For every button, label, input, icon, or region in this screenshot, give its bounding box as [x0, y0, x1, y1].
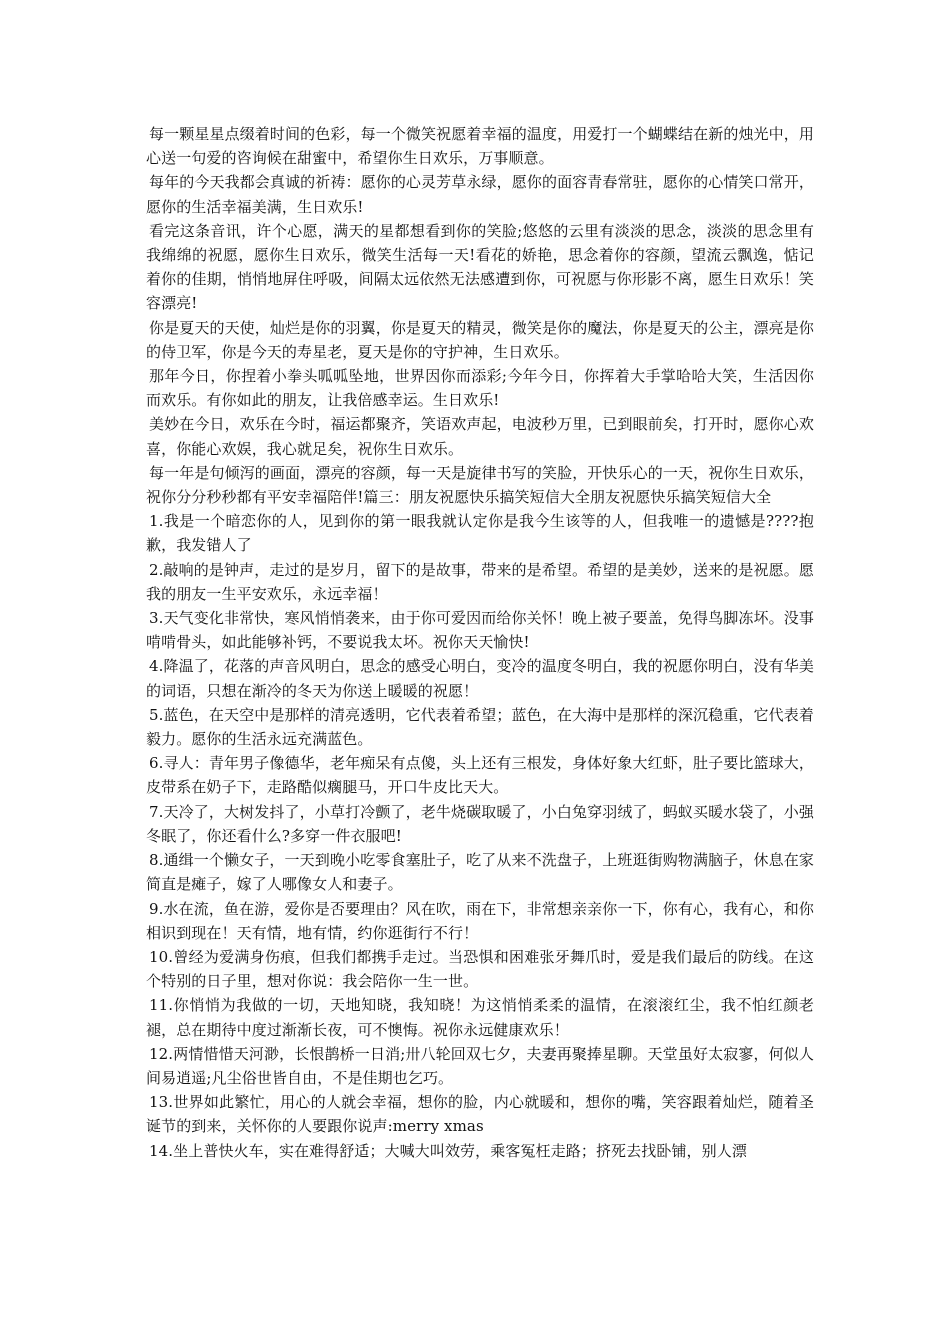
list-item: 2.敲响的是钟声，走过的是岁月，留下的是故事，带来的是希望。希望的是美妙，送来的是祝愿。愿我的朋友一生平安欢乐，永远幸福！ — [146, 560, 814, 603]
paragraph: 看完这条音讯，许个心愿，满天的星都想看到你的笑脸;悠悠的云里有淡淡的思念，淡淡的思念里有我绵绵的祝愿，愿你生日欢乐，微笑生活每一天!看花的娇艳，思念着你的容颜，望流云飘逸，惦记着你的佳期，悄悄地屏住呼吸，间隔太远依然无法感遭到你，可祝愿与你形影不离，愿生日欢乐！笑容漂亮! — [146, 221, 814, 313]
paragraph: 每年的今天我都会真诚的祈祷：愿你的心灵芳草永绿，愿你的面容青春常驻，愿你的心情笑口常开，愿你的生活幸福美满，生日欢乐! — [146, 173, 814, 216]
list-item: 12.两情惜惜天河渺，长恨鹊桥一日消;卅八轮回双七夕，夫妻再聚捧星聊。天堂虽好太寂寥，何似人间易逍遥;凡尘俗世皆自由，不是佳期也乞巧。 — [146, 1044, 814, 1087]
list-item: 13.世界如此繁忙，用心的人就会幸福，想你的脸，内心就暖和，想你的嘴，笑容跟着灿烂，随着圣诞节的到来，关怀你的人要跟你说声:merry xmas — [146, 1093, 814, 1136]
paragraph: 你是夏天的天使，灿烂是你的羽翼，你是夏天的精灵，微笑是你的魔法，你是夏天的公主，漂亮是你的侍卫军，你是今天的寿星老，夏天是你的守护神，生日欢乐。 — [146, 318, 814, 361]
list-item: 10.曾经为爱满身伤痕，但我们都携手走过。当恐惧和困难张牙舞爪时，爱是我们最后的防线。在这个特别的日子里，想对你说：我会陪你一生一世。 — [146, 947, 814, 991]
paragraph: 每一年是句倾泻的画面，漂亮的容颜，每一天是旋律书写的笑脸，开快乐心的一天，祝你生日欢乐，祝你分分秒秒都有平安幸福陪伴!篇三：朋友祝愿快乐搞笑短信大全朋友祝愿快乐搞笑短信大全 — [146, 463, 814, 507]
paragraph: 那年今日，你捏着小拳头呱呱坠地，世界因你而添彩;今年今日，你挥着大手掌哈哈大笑，生活因你而欢乐。有你如此的朋友，让我倍感幸运。生日欢乐! — [146, 367, 814, 410]
list-item: 14.坐上普快火车，实在难得舒适；大喊大叫效劳，乘客冤枉走路；挤死去找卧铺，别人漂 — [149, 1141, 747, 1160]
list-item: 11.你悄悄为我做的一切，天地知晓，我知晓！为这悄悄柔柔的温情，在滚滚红尘，我不怕红颜老褪，总在期待中度过渐渐长夜，可不懊悔。祝你永远健康欢乐！ — [146, 996, 814, 1039]
list-item: 7.天冷了，大树发抖了，小草打冷颤了，老牛烧碳取暖了，小白兔穿羽绒了，蚂蚁买暖水袋了，小强冬眠了，你还看什么?多穿一件衣服吧! — [146, 802, 814, 845]
paragraph: 美妙在今日，欢乐在今时，福运都聚齐，笑语欢声起，电波秒万里，已到眼前矣，打开时，愿你心欢喜，你能心欢娱，我心就足矣，祝你生日欢乐。 — [146, 415, 814, 458]
list-item: 4.降温了，花落的声音风明白，思念的感受心明白，变冷的温度冬明白，我的祝愿你明白，没有华美的词语，只想在渐冷的冬天为你送上暖暖的祝愿！ — [146, 657, 814, 700]
list-item: 3.天气变化非常快，寒风悄悄袭来，由于你可爱因而给你关怀！晚上被子要盖，免得鸟脚冻坏。没事啃啃骨头，如此能够补钙，不要说我太坏。祝你天天愉快! — [146, 609, 814, 652]
list-item: 9.水在流，鱼在游，爱你是否要理由？风在吹，雨在下，非常想亲亲你一下，你有心，我有心，和你相识到现在！天有情，地有情，约你逛街行不行！ — [146, 899, 814, 942]
list-item: 8.通缉一个懒女子，一天到晚小吃零食塞肚子，吃了从来不洗盘子，上班逛街购物满脑子，休息在家简直是瘫子，嫁了人哪像女人和妻子。 — [146, 851, 814, 894]
list-item: 1.我是一个暗恋你的人，见到你的第一眼我就认定你是我今生该等的人，但我唯一的遗憾是????抱歉，我发错人了 — [146, 512, 814, 555]
list-item: 6.寻人：青年男子像德华，老年痴呆有点傻，头上还有三根发，身体好象大红虾，肚子要比篮球大，皮带系在奶子下，走路酷似瘸腿马，开口牛皮比天大。 — [146, 754, 814, 797]
paragraph: 每一颗星星点缀着时间的色彩，每一个微笑祝愿着幸福的温度，用爱打一个蝴蝶结在新的烛光中，用心送一句爱的咨询候在甜蜜中，希望你生日欢乐，万事顺意。 — [146, 125, 814, 168]
document-body — [146, 122, 814, 1163]
list-item: 5.蓝色，在天空中是那样的清亮透明，它代表着希望；蓝色，在大海中是那样的深沉稳重，它代表着毅力。愿你的生活永远充满蓝色。 — [146, 705, 814, 749]
